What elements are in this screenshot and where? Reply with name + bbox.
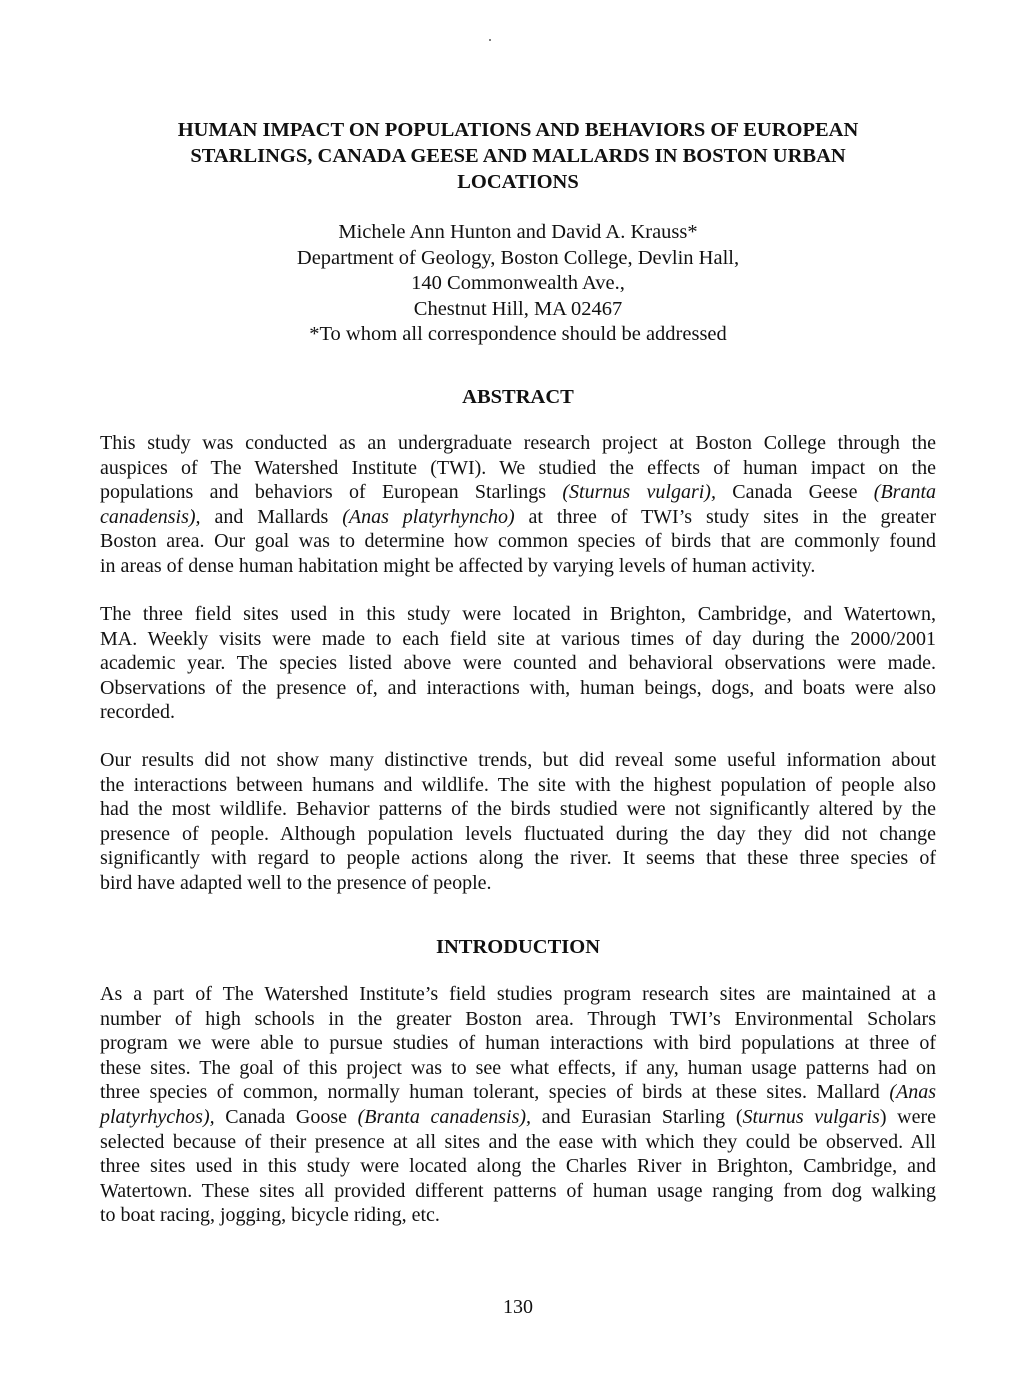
text-line — [100, 1105, 936, 1130]
text-line: the interactions between humans and wildlife. The site with the highest population of people also — [100, 773, 936, 796]
author-street: 140 Commonwealth Ave., — [411, 272, 625, 294]
text-line: to boat racing, jogging, bicycle riding, etc. — [100, 1204, 440, 1227]
text-line: This study was conducted as an undergraduate research project at Boston College through the — [100, 432, 936, 454]
text-line: Watertown. These sites all provided different patterns of human usage ranging from dog walking — [100, 1179, 936, 1202]
title-line: STARLINGS, CANADA GEESE AND MALLARDS IN BOSTON URBAN — [190, 145, 846, 167]
text-line — [100, 480, 936, 505]
abstract-paragraph-1 — [100, 431, 936, 579]
species-name: (Branta — [357, 1105, 420, 1128]
species-name: (Anas platyrhyncho) — [342, 505, 515, 528]
text-line: Boston area. Our goal was to determine how common species of birds that are commonly found — [100, 530, 936, 553]
text-line: bird have adapted well to the presence of people. — [100, 871, 492, 894]
text-line: program we were able to pursue studies of human interactions with bird populations at three of — [100, 1032, 936, 1055]
text-line: had the most wildlife. Behavior patterns of the birds studied were not significantly altered by the — [100, 798, 936, 821]
text-line: Observations of the presence of, and interactions with, human beings, dogs, and boats were also — [100, 676, 936, 699]
text-line: significantly with regard to people actions along the river. It seems that these three species of — [100, 847, 936, 870]
correspondence-note: *To whom all correspondence should be addressed — [309, 323, 727, 345]
text-line-content: canadensis), and Mallards (Anas platyrhyncho) at three of TWI’s study sites in the greater — [100, 505, 936, 528]
abstract-heading: ABSTRACT — [462, 386, 574, 408]
species-name: canadensis), — [100, 505, 201, 528]
abstract-paragraph-3 — [100, 748, 936, 896]
text-line: selected because of their presence at all sites and the ease with which they could be observed. All — [100, 1130, 936, 1153]
text-line: presence of people. Although population levels fluctuated during the day they did not change — [100, 822, 936, 845]
title-line: HUMAN IMPACT ON POPULATIONS AND BEHAVIORS OF EUROPEAN — [177, 119, 859, 141]
text-line — [100, 456, 936, 481]
text-line: As a part of The Watershed Institute’s field studies program research sites are maintained at a — [100, 983, 936, 1005]
title-line: LOCATIONS — [457, 171, 579, 193]
species-name: Sturnus vulgaris — [742, 1105, 880, 1128]
species-name: platyrhychos), — [100, 1105, 215, 1128]
text-line: three sites used in this study were located along the Charles River in Brighton, Cambridge, and — [100, 1155, 936, 1178]
text-line: these sites. The goal of this project was to see what effects, if any, human usage patterns had on — [100, 1056, 936, 1079]
text-line: recorded. — [100, 701, 175, 724]
text-line: academic year. The species listed above were counted and behavioral observations were made. — [100, 652, 936, 675]
text-line: Our results did not show many distinctive trends, but did reveal some useful information about — [100, 749, 936, 771]
species-name: (Anas — [889, 1081, 936, 1104]
introduction-heading: INTRODUCTION — [435, 936, 601, 958]
abstract-paragraph-2 — [100, 602, 936, 725]
text-line-content: auspices of The Watershed Institute (TWI). We studied the effects of human impact on the — [100, 456, 936, 479]
species-name: (Sturnus vulgari), — [562, 481, 716, 504]
text-line-content: three species of common, normally human tolerant, species of birds at these sites. Mallard (Anas — [100, 1081, 936, 1104]
author-city: Chestnut Hill, MA 02467 — [413, 297, 623, 320]
text-line-content: populations and behaviors of European Starlings (Sturnus vulgari), Canada Geese (Branta — [100, 481, 937, 504]
species-name: (Branta — [873, 481, 937, 504]
scan-speck — [489, 39, 491, 41]
text-line-content: platyrhychos), Canada Goose (Branta canadensis), and Eurasian Starling (Sturnus vulgaris) were — [100, 1105, 936, 1128]
text-line: MA. Weekly visits were made to each field site at various times of day during the 2000/2001 — [100, 627, 936, 650]
author-names: Michele Ann Hunton and David A. Krauss* — [338, 221, 698, 243]
text-line: in areas of dense human habitation might be affected by varying levels of human activity. — [100, 554, 816, 577]
text-line: number of high schools in the greater Boston area. Through TWI’s Environmental Scholars — [100, 1007, 936, 1030]
text-line — [100, 505, 936, 530]
species-name: canadensis), — [430, 1105, 532, 1128]
paper-title — [100, 117, 936, 195]
introduction-paragraph-1 — [100, 982, 936, 1228]
text-line — [100, 1080, 936, 1105]
text-line: The three field sites used in this study were located in Brighton, Cambridge, and Watertown, — [100, 603, 936, 625]
author-block — [100, 220, 936, 348]
page-number: 130 — [503, 1296, 533, 1318]
author-department: Department of Geology, Boston College, Devlin Hall, — [296, 246, 740, 269]
